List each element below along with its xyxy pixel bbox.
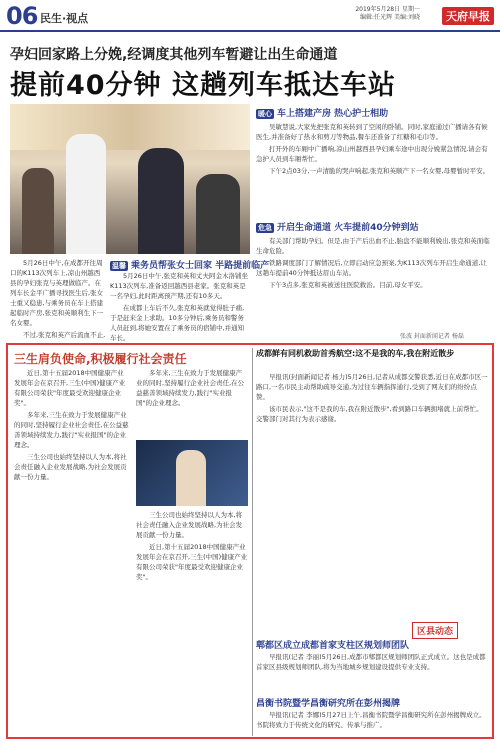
photo-window — [10, 104, 250, 150]
article-title: 成都鲜有同机救助首秀航空:这不是我的车,我在附近散步 — [256, 349, 455, 358]
photo-person — [66, 134, 106, 254]
article-body-cont: 多年来,三生在致力于发展健康产业的同时,坚持履行企业社会责任,在公益慈善领域持续发力,践行"实业报国"的企业理念。 — [136, 369, 245, 407]
section-tag: 暖心 — [258, 110, 272, 118]
photo-person — [176, 450, 206, 506]
byline: 张波 封面新闻记者 杨磊 — [400, 333, 464, 340]
photo-person — [138, 148, 184, 254]
section-number: 06 — [6, 2, 38, 30]
article-body-cont-2: 三生公司也始终坚持以人为本,将社会责任融入企业发展战略,为社会发展贡献一份力量。 近日,第十五届2018中国健康产业发展年会在京召开,三生(中国)健康产业有限公司荣获"年度最受欢迎健康企业奖"。 — [136, 511, 248, 581]
section-tag: 温馨 — [112, 262, 126, 270]
article-title: 郫都区成立成都首家支柱区规划师团队 — [256, 641, 410, 651]
article-title: 三生肩负使命,积极履行社会责任 — [14, 352, 187, 366]
column-stamp: 区县动态 — [412, 622, 458, 639]
article-body: 早报讯(封面新闻记者 杨力)5月26日,记者从成都交警获悉,近日在成都市区一路口,一名市民主动帮助疏导交通,为过往车辆指挥通行,受到了网友们的纷纷点赞。 该市民表示,"这不是我的车,我在附近散步",看到路口车辆拥堵就上前帮忙。交警部门对其行为表示感谢。 — [256, 373, 488, 423]
lead-subhead: 孕妇回家路上分娩,经调度其他列车暂避让出生命通道 — [10, 47, 338, 63]
photo-person — [22, 168, 54, 254]
photo-caption: 5月26日中午,在成都开往周口的K113次列车上,凉山州越西县的孕妇张克与英理做临产。在列车长金平广播寻找医生后,张女士重又稳患,与乘务员在车上搭建起临时产房,张克和英顺利生下一名女婴。 不过,张克和英产后流血不止, — [10, 259, 106, 339]
article-body: 近日,第十五届2018中国健康产业发展年会在京召开,三生(中国)健康产业有限公司荣获"年度最受欢迎健康企业奖"。 多年来,三生在致力于发展健康产业的同时,坚持履行企业社会责任,在公益慈善领域持续发力,践行"实业报国"的企业理念。 三生公司也始终坚持以人为本,将社会责任融入企业发展战略,为社会发展贡献一份力量。 — [14, 369, 129, 481]
header-meta — [355, 6, 420, 22]
editor-line: 编辑:任光辉 美编:刘晓 — [360, 14, 420, 21]
column-divider — [252, 348, 253, 736]
right-body: 吴敏慧说,大家先把张克和英转到了空闲的卧铺。同时,家庭通过广播请各有候医生,并准备好了热水和剪刀等物品,餐车还准备了红糖和毛巾等。 打开外的车厢中广播响,凉山州越西县孕妇乘车途中出现分娩紧急情况,请会有急护人员到车厢帮忙。 下午2点03分,一声清脆的哭声响起,张克和英顺产下一名女婴,母婴暂时平安。 — [256, 123, 490, 175]
section-tag: 危急 — [258, 224, 272, 232]
page-header — [0, 0, 500, 32]
right-body-2: 有关部门帮助孕妇。但是,由于产后出血不止,胎盘不能顺利娩出,张克和英面临生命危险。 铁路调度部门了解情况后,立即启动应急预案,为K113次列车开启生命通道,让这趟车提前40分钟抵达眉山车站。 下午3点多,张克和英被送往医院救治。目前,母女平安。 — [256, 237, 490, 289]
section-name: 民生·视点 — [40, 12, 89, 25]
article-body: 早报讯(记者 李丽)5月26日,成都市郫都区规划师团队正式成立。这也是成都首家区县级规划师团队,将为当地城乡规划建设提供专业支持。 — [256, 653, 486, 671]
right-section-title-2: 危急 开启生命通道 火车提前40分钟到站 — [258, 223, 419, 233]
lead-photo — [10, 104, 250, 254]
right-section-title: 暖心 车上搭建产房 热心护士相助 — [258, 109, 389, 119]
lead-headline: 提前40分钟 这趟列车抵达车站 — [10, 70, 396, 101]
article-body: 早报讯(记者 李娜)5月27日上午,昌衡书院暨学昌衡研究所在彭州揭牌成立。书院将致力于传统文化的研究、传承与推广。 — [256, 711, 486, 729]
date-line: 2019年5月28日 星期一 — [355, 6, 420, 13]
photo-person — [196, 174, 240, 254]
article-photo — [136, 440, 248, 506]
brand-logo: 天府早报 — [442, 7, 494, 25]
photo-title: 温馨 乘务员帮张女士回家 半路提前临产 — [112, 261, 270, 271]
lead-body: 5月26日中午,张克和英和丈夫阿金木洛铺坐K113次列车,准备返回越西县老家。张克和英是一名孕妇,此时距离预产期,还有10多天。 在成都上车后不久,张克和英就觉得肚子痛,于是赶来金上求助。10多分钟后,乘务员和警务人员赶到,将她安置在了乘务员的宿铺中,并通知车长。 — [110, 272, 248, 341]
article-title: 昌衡书院暨学昌衡研究所在彭州揭牌 — [256, 699, 401, 709]
